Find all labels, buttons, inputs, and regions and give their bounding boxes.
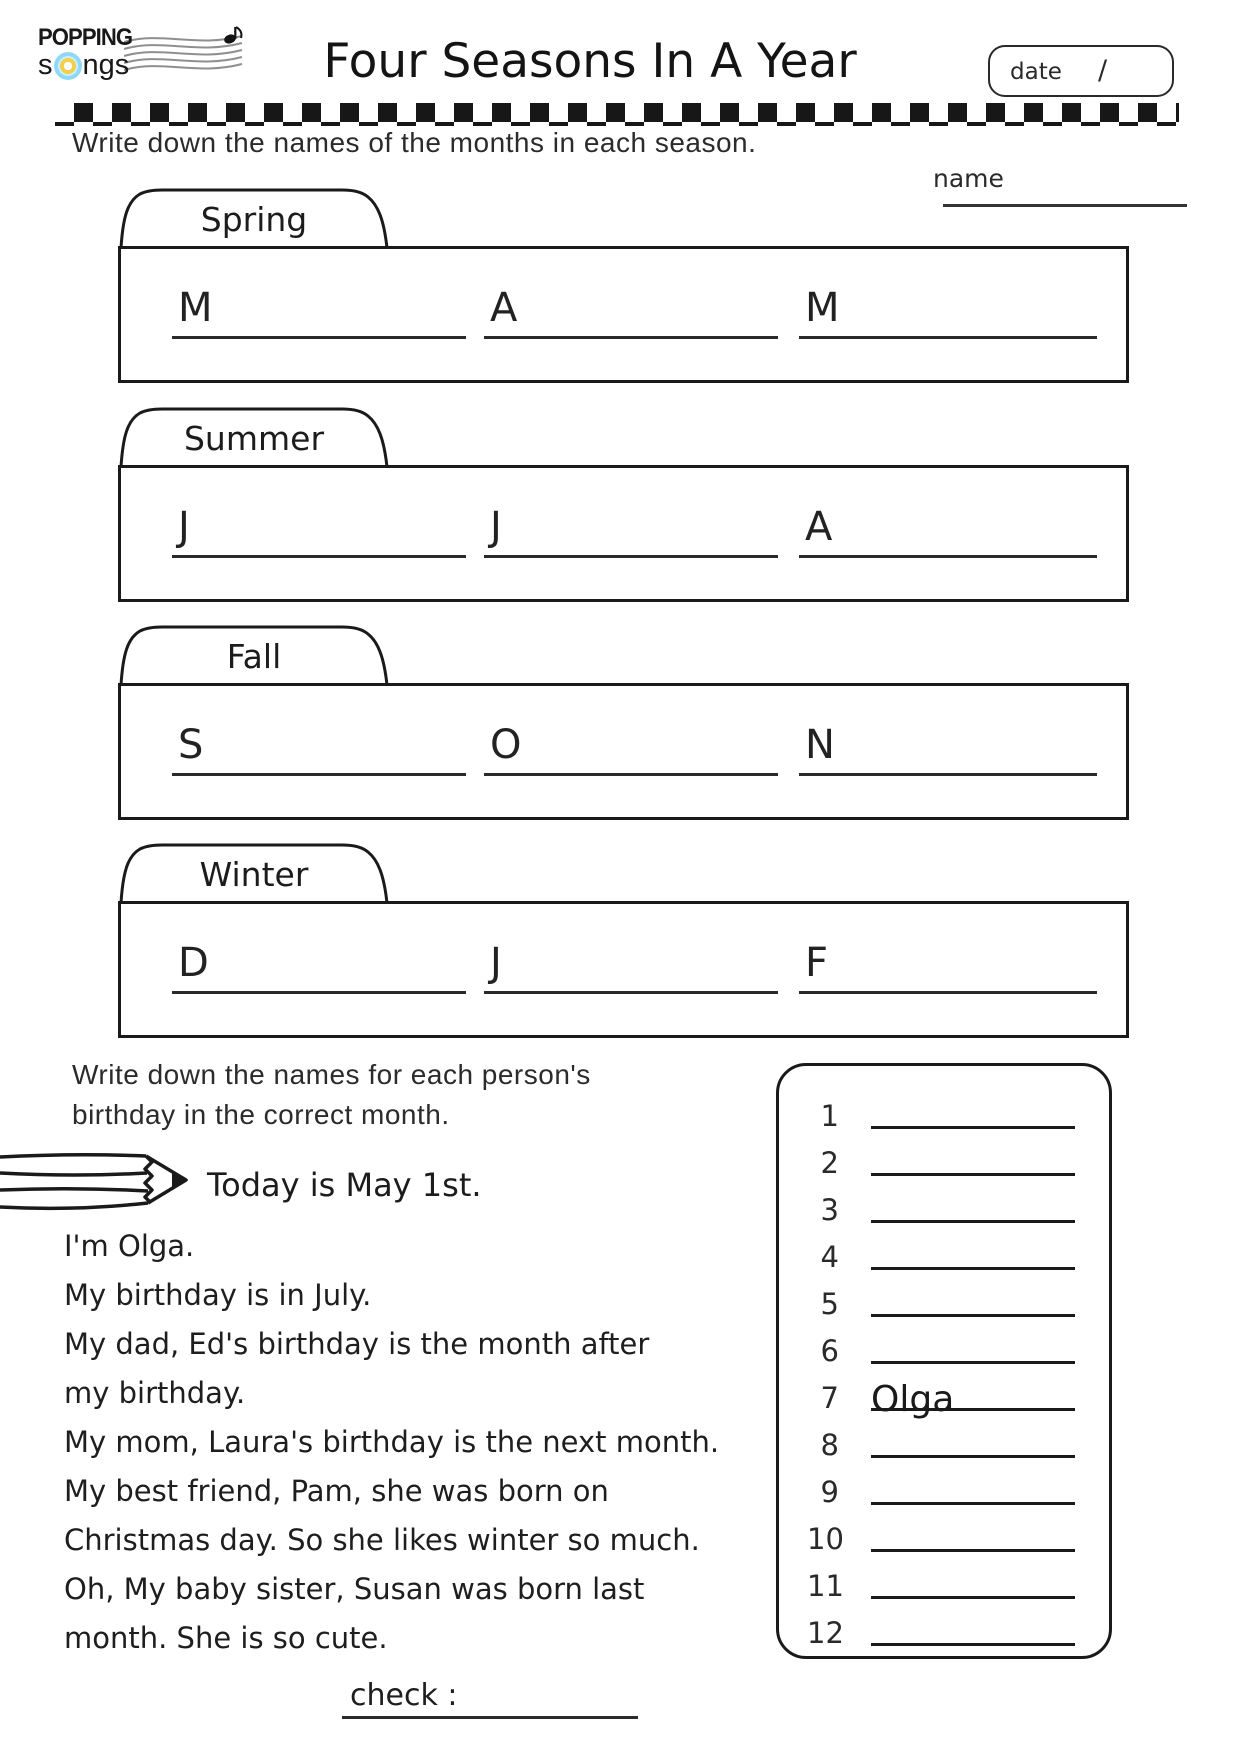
answer-line-1[interactable] (871, 1126, 1075, 1129)
season-label: Summer (183, 419, 325, 458)
music-staff-icon (124, 26, 250, 98)
season-body (118, 901, 1129, 1038)
story-line: month. She is so cute. (64, 1621, 388, 1655)
story-line: Oh, My baby sister, Susan was born last (64, 1572, 645, 1606)
month-blank[interactable]: N (799, 716, 1097, 776)
month-blank[interactable]: D (172, 934, 466, 994)
season-label: Fall (226, 637, 282, 676)
season-folder-spring (118, 188, 1129, 383)
season-label: Spring (200, 200, 308, 239)
month-blank[interactable]: J (484, 934, 778, 994)
answer-line-4[interactable] (871, 1267, 1075, 1270)
answer-row-5: 5 (807, 1271, 1089, 1317)
page-title: Four Seasons In A Year (323, 34, 857, 89)
story-text (64, 1222, 764, 1663)
season-body (118, 683, 1129, 820)
answer-row-1: 1 (807, 1083, 1089, 1129)
story-line: Christmas day. So she likes winter so much. (64, 1523, 700, 1557)
answer-line-2[interactable] (871, 1173, 1075, 1176)
season-folder-winter (118, 843, 1129, 1038)
month-answer-list (776, 1063, 1112, 1659)
answer-row-2: 2 (807, 1130, 1089, 1176)
month-blank[interactable]: A (799, 498, 1097, 558)
instruction-months: Write down the names of the months in each season. (72, 127, 757, 158)
name-label: name (933, 164, 1004, 193)
date-field[interactable] (988, 45, 1174, 97)
month-blank[interactable]: M (172, 279, 466, 339)
season-body (118, 465, 1129, 602)
instruction-birthdays-line2: birthday in the correct month. (72, 1099, 450, 1130)
answer-row-4: 4 (807, 1224, 1089, 1270)
season-body (118, 246, 1129, 383)
answer-row-9: 9 (807, 1459, 1089, 1505)
month-blank[interactable]: J (484, 498, 778, 558)
instruction-birthdays-line1: Write down the names for each person's (72, 1059, 591, 1090)
answer-line-6[interactable] (871, 1361, 1075, 1364)
cd-disc-icon (54, 52, 82, 80)
story-line: My dad, Ed's birthday is the month after (64, 1327, 650, 1361)
story-line: My mom, Laura's birthday is the next month. (64, 1425, 720, 1459)
story-line: my birthday. (64, 1376, 246, 1410)
pencil-icon (0, 1145, 192, 1221)
season-folder-summer (118, 407, 1129, 602)
logo-word-songs: s ngs (38, 49, 130, 81)
answer-row-6: 6 (807, 1318, 1089, 1364)
answer-row-7: 7 Olga (807, 1365, 1089, 1411)
today-note: Today is May 1st. (207, 1166, 482, 1204)
answer-row-11: 11 (807, 1553, 1089, 1599)
answer-line-3[interactable] (871, 1220, 1075, 1223)
month-blank[interactable]: O (484, 716, 778, 776)
date-separator: / (1098, 55, 1108, 86)
answer-row-10: 10 (807, 1506, 1089, 1552)
answer-line-11[interactable] (871, 1596, 1075, 1599)
date-label: date (1010, 59, 1062, 85)
handwritten-answer-olga: Olga (871, 1379, 955, 1420)
answer-line-10[interactable] (871, 1549, 1075, 1552)
month-blank[interactable]: S (172, 716, 466, 776)
check-input-line[interactable] (342, 1716, 638, 1719)
answer-line-8[interactable] (871, 1455, 1075, 1458)
story-line: My best friend, Pam, she was born on (64, 1474, 609, 1508)
month-blank[interactable]: M (799, 279, 1097, 339)
instruction-birthdays (72, 1055, 591, 1135)
logo-word-popping: POPPING (38, 24, 133, 51)
month-blank[interactable]: A (484, 279, 778, 339)
month-blank[interactable]: J (172, 498, 466, 558)
answer-row-3: 3 (807, 1177, 1089, 1223)
answer-row-12: 12 (807, 1600, 1089, 1646)
popping-songs-logo (38, 24, 238, 96)
answer-line-12[interactable] (871, 1643, 1075, 1646)
month-blank[interactable]: F (799, 934, 1097, 994)
story-line: My birthday is in July. (64, 1278, 372, 1312)
answer-line-5[interactable] (871, 1314, 1075, 1317)
story-line: I'm Olga. (64, 1229, 195, 1263)
season-folder-fall (118, 625, 1129, 820)
checkered-divider (55, 103, 1179, 126)
check-label: check : (350, 1678, 458, 1713)
answer-row-8: 8 (807, 1412, 1089, 1458)
answer-line-9[interactable] (871, 1502, 1075, 1505)
season-label: Winter (199, 855, 309, 894)
